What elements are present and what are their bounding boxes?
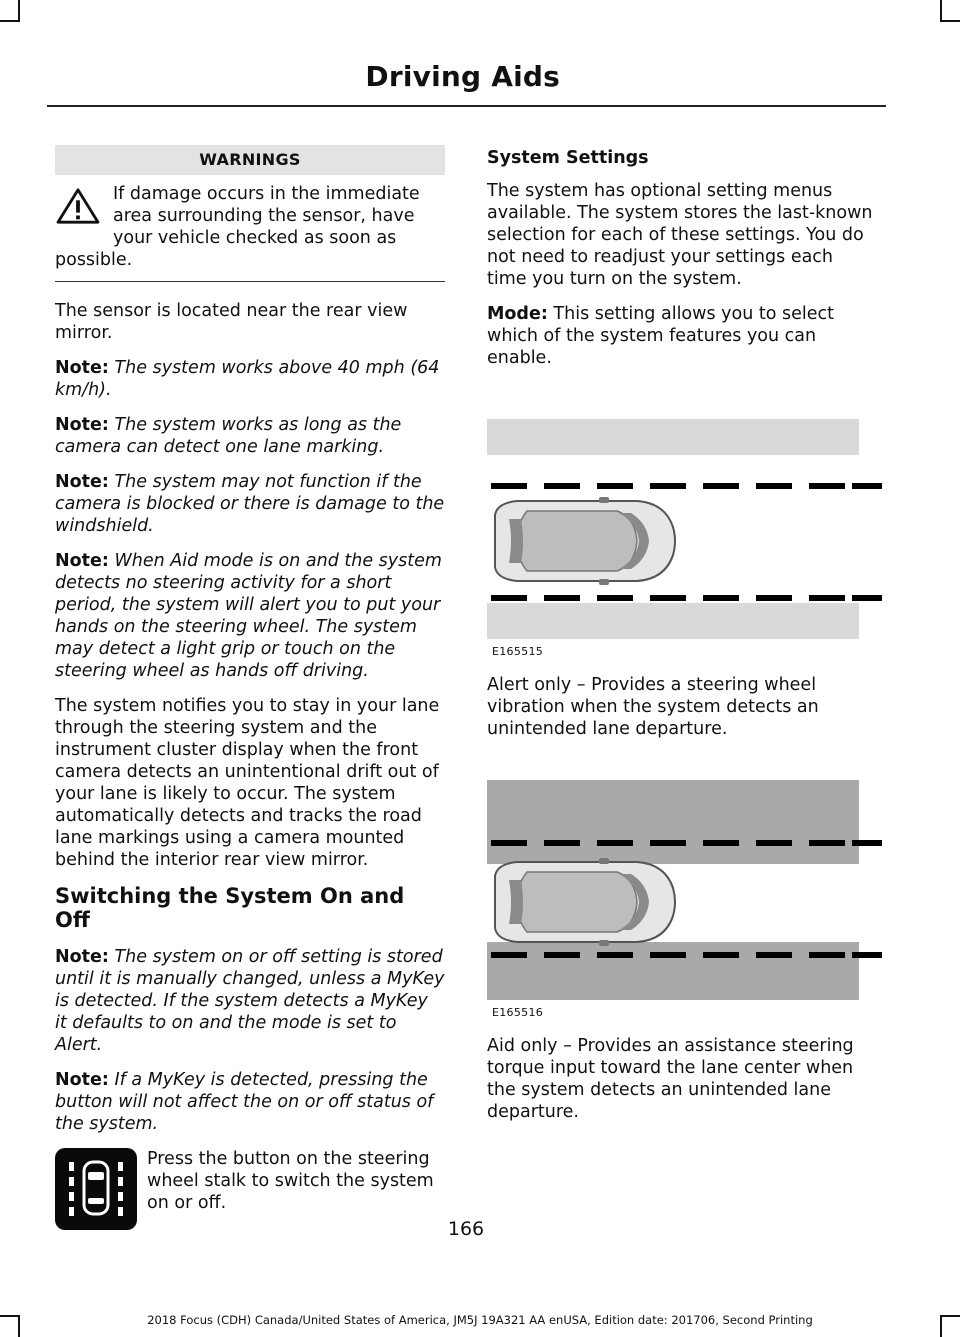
switching-heading: Switching the System On and Off — [55, 884, 405, 932]
warning-body — [55, 175, 445, 282]
note-paragraph — [55, 471, 445, 537]
settings-intro: The system has optional setting menus available. The system stores the last-known selection for each of these settings. You do not need to readjust your settings each time you turn on the system. — [487, 181, 873, 289]
crop-mark — [940, 20, 960, 22]
note-paragraph — [55, 550, 445, 682]
note-paragraph — [55, 946, 445, 1056]
note-text: The system works above 40 mph (64 km/h). — [55, 358, 440, 400]
system-description: The system notifies you to stay in your lane through the steering system and the instrument cluster display when the front camera detects an unintentional drift out of your lane is likely to occur. The system automatically detects and tracks the road lane markings using a camera mounted behind the interior rear view mirror. — [55, 696, 440, 870]
section-title: Driving Aids — [365, 60, 560, 93]
left-column — [55, 145, 445, 1236]
warning-text: If damage occurs in the immediate area surrounding the sensor, have your vehicle checked as soon as possible. — [55, 184, 420, 270]
alert-only-figure — [487, 419, 877, 658]
crop-mark — [0, 20, 20, 22]
figure-id: E165515 — [492, 645, 544, 658]
alert-only-illustration — [487, 419, 882, 639]
button-instruction-text: Press the button on the steering wheel stalk to switch the system on or off. — [147, 1149, 434, 1213]
edition-line: 2018 Focus (CDH) Canada/United States of America, JM5J 19A321 AA enUSA, Edition date: 201706, Second Printing — [147, 1313, 813, 1327]
aid-only-text: Aid only – Provides an assistance steering torque input toward the lane center when the system detects an unintended lane departure. — [487, 1036, 854, 1122]
note-label: Note: — [55, 472, 109, 492]
header-rule — [47, 105, 886, 107]
lane-band — [487, 780, 859, 864]
warning-triangle-icon — [55, 187, 101, 225]
note-text: The system may not function if the camera is blocked or there is damage to the windshield. — [55, 472, 445, 536]
lane-band — [487, 942, 859, 1000]
warning-heading: WARNINGS — [55, 145, 445, 175]
note-paragraph — [55, 1069, 445, 1135]
page-number: 166 — [447, 1218, 485, 1240]
mode-text: This setting allows you to select which of the system features you can enable. — [487, 304, 834, 368]
lane-band — [487, 419, 859, 455]
figure-id: E165516 — [492, 1006, 544, 1019]
note-label: Note: — [55, 1070, 109, 1090]
alert-only-text: Alert only – Provides a steering wheel vibration when the system detects an unintended lane departure. — [487, 675, 819, 739]
note-label: Note: — [55, 551, 109, 571]
aid-only-figure — [487, 780, 877, 1019]
note-label: Note: — [55, 947, 109, 967]
warning-box — [55, 145, 445, 282]
note-text: When Aid mode is on and the system detects no steering activity for a short period, the system will alert you to put your hands on the steering wheel. The system may detect a light grip or touch on the steering wheel as hands off driving. — [55, 551, 442, 681]
right-column — [487, 145, 877, 1136]
mode-paragraph — [487, 303, 877, 369]
sensor-location-text: The sensor is located near the rear view mirror. — [55, 301, 408, 343]
crop-mark — [940, 0, 942, 22]
note-label: Note: — [55, 358, 109, 378]
note-paragraph — [55, 357, 445, 401]
mode-label: Mode: — [487, 304, 548, 324]
lane-band — [487, 603, 859, 639]
note-paragraph — [55, 414, 445, 458]
warning-rule — [55, 281, 445, 282]
note-label: Note: — [55, 415, 109, 435]
aid-only-illustration — [487, 780, 882, 1000]
note-text: If a MyKey is detected, pressing the button will not affect the on or off status of the system. — [55, 1070, 434, 1134]
note-text: The system works as long as the camera can detect one lane marking. — [55, 415, 402, 457]
note-text: The system on or off setting is stored until it is manually changed, unless a MyKey is detected. If the system detects a MyKey it defaults to on and the mode is set to Alert. — [55, 947, 445, 1055]
crop-mark — [18, 0, 20, 22]
system-settings-heading: System Settings — [487, 148, 649, 168]
car-top-view — [495, 497, 675, 585]
car-top-view — [495, 858, 675, 946]
